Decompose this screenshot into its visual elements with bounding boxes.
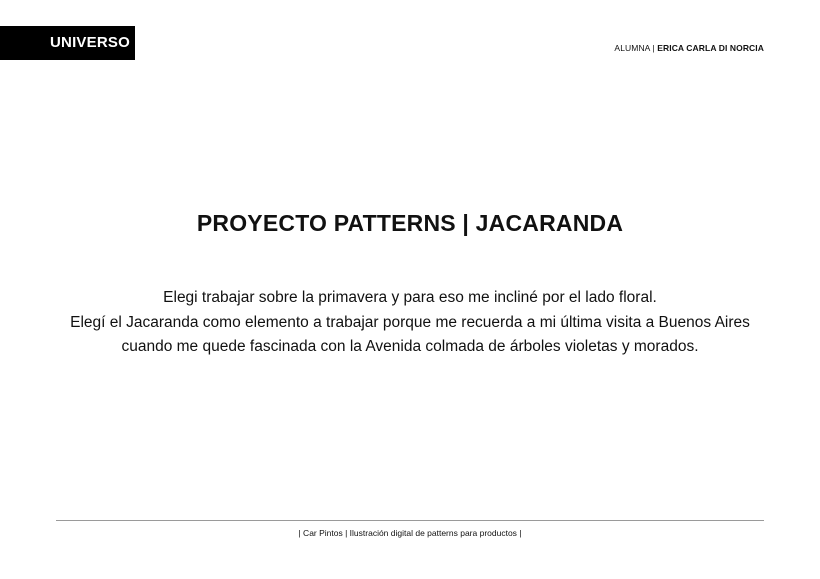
section-tag: UNIVERSO (0, 26, 135, 60)
footer-text: | Car Pintos | Ilustración digital de patterns para productos | (298, 528, 522, 538)
description-line: Elegí el Jacaranda como elemento a trabajar porque me recuerda a mi última visita a Buenos Aires (70, 313, 750, 331)
description-paragraph (0, 286, 820, 360)
description-line: cuando me quede fascinada con la Avenida colmada de árboles violetas y morados. (121, 338, 699, 355)
student-separator: | (649, 43, 658, 53)
page-title: PROYECTO PATTERNS | JACARANDA (196, 210, 624, 236)
footer-divider (56, 520, 764, 521)
description-line: Elegi trabajar sobre la primavera y para eso me incliné por el lado floral. (163, 289, 657, 306)
student-label: ALUMNA (614, 43, 650, 53)
student-name: ERICA CARLA DI NORCIA (657, 43, 764, 53)
student-credit (614, 43, 764, 53)
